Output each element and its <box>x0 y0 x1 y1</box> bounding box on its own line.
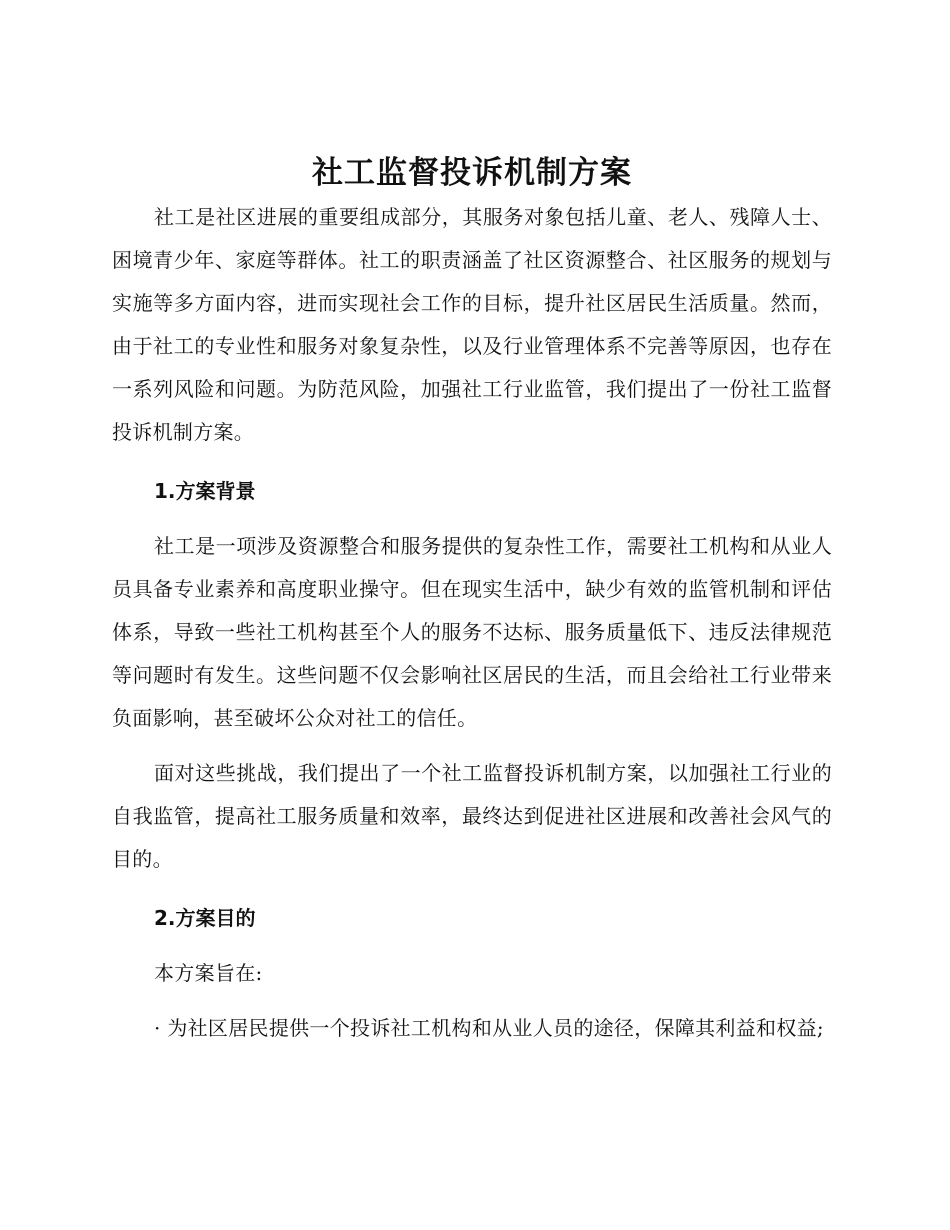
bullet-item: · 为社区居民提供一个投诉社工机构和从业人员的途径，保障其利益和权益; <box>154 1016 824 1040</box>
section-background <box>112 470 832 881</box>
body-paragraph: 面对这些挑战，我们提出了一个社工监督投诉机制方案，以加强社工行业的自我监管，提高社工服务质量和效率，最终达到促进社区进展和改善社会风气的目的。 <box>112 761 832 871</box>
section-heading: 1.方案背景 <box>154 479 256 503</box>
body-paragraph: 社工是一项涉及资源整合和服务提供的复杂性工作，需要社工机构和从业人员具备专业素养和高度职业操守。但在现实生活中，缺少有效的监管机制和评估体系，导致一些社工机构甚至个人的服务不达标、服务质量低下、违反法律规范等问题时有发生。这些问题不仅会影响社区居民的生活，而且会给社工行业带来负面影响，甚至破坏公众对社工的信任。 <box>112 534 832 730</box>
document-title: 社工监督投诉机制方案 <box>312 155 632 191</box>
body-paragraph: 本方案旨在: <box>154 961 263 985</box>
document-page <box>112 150 832 1050</box>
section-heading: 2.方案目的 <box>154 906 256 930</box>
section-purpose <box>112 897 832 1050</box>
intro-paragraph: 社工是社区进展的重要组成部分，其服务对象包括儿童、老人、残障人士、困境青少年、家庭等群体。社工的职责涵盖了社区资源整合、社区服务的规划与实施等多方面内容，进而实现社会工作的目标，提升社区居民生活质量。然而，由于社工的专业性和服务对象复杂性，以及行业管理体系不完善等原因，也存在一系列风险和问题。为防范风险，加强社工行业监管，我们提出了一份社工监督投诉机制方案。 <box>112 205 832 444</box>
